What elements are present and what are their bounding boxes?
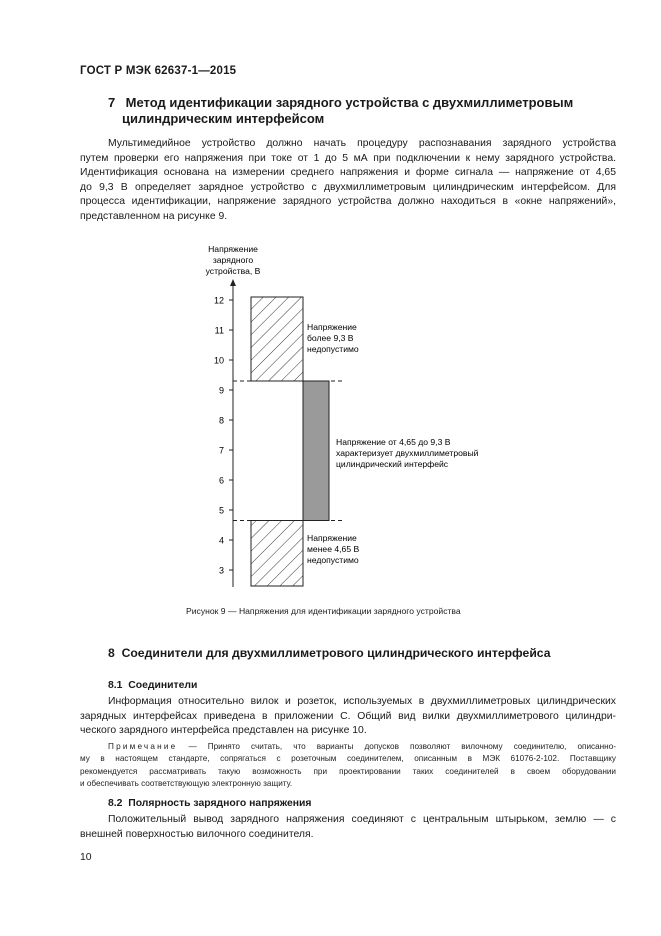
note-block xyxy=(80,741,616,791)
y-tick-label: 12 xyxy=(213,295,224,306)
document-header: ГОСТ Р МЭК 62637-1—2015 xyxy=(80,65,237,77)
note-text: — Принято считать, что варианты допусков позволяют вилочному соединителю, описанно- xyxy=(188,742,616,751)
label-low-line: Напряжение xyxy=(307,533,357,543)
paragraph-line: ческого зарядного интерфейса представлен на рисунке 10. xyxy=(80,725,367,736)
subsection-8-2-number: 8.2 xyxy=(108,798,123,809)
y-tick-label: 10 xyxy=(213,355,224,366)
subsection-8-2-title: Полярность зарядного напряжения xyxy=(128,798,312,809)
paragraph-line: Мультимедийное устройство должно начать процедуру распознавания зарядного устройства xyxy=(108,138,616,149)
note-line: рекомендуется рассматривать такую возможность при проектировании таких соединителей в своем оборудовании xyxy=(80,766,616,776)
label-low-line: недопустимо xyxy=(307,555,359,565)
paragraph-line: зарядных интерфейсах приведена в приложении С. Общий вид вилки двухмиллиметрового цилиндри- xyxy=(80,710,616,722)
paragraph-line: Идентификация основана на измерении среднего напряжения и форме сигнала — напряжение от 4,65 xyxy=(80,167,616,178)
y-tick-label: 8 xyxy=(218,415,224,426)
note-line xyxy=(80,741,616,753)
subsection-8-2-paragraph xyxy=(80,813,616,842)
region-below-4-65v xyxy=(251,521,303,587)
section-7-title-line1: Метод идентификации зарядного устройства с двухмиллиметровым xyxy=(125,95,574,110)
subsection-8-1-title: Соединители xyxy=(128,680,198,691)
y-tick-label: 4 xyxy=(218,535,224,546)
figure-9-caption: Рисунок 9 — Напряжения для идентификации зарядного устройства xyxy=(186,606,461,616)
region-above-9-3v xyxy=(251,297,303,381)
y-axis-ticks xyxy=(214,296,233,576)
label-mid-line: цилиндрический интерфейс xyxy=(336,459,449,469)
y-axis-label-line: Напряжение xyxy=(208,244,258,254)
page-number: 10 xyxy=(80,852,92,863)
note-line: и обеспечивать соответствующую электронную защиту. xyxy=(80,779,293,789)
y-tick-label: 11 xyxy=(214,325,224,336)
y-tick-label: 5 xyxy=(218,505,224,516)
label-high-line: недопустимо xyxy=(307,344,359,354)
label-mid-line: Напряжение от 4,65 до 9,3 В xyxy=(336,437,451,447)
y-axis-label-line: зарядного xyxy=(212,255,254,265)
note-word: Примечание xyxy=(108,742,178,751)
section-7-title-line2: цилиндрическим интерфейсом xyxy=(122,111,325,126)
section-8-title: Соединители для двухмиллиметрового цилиндрического интерфейса xyxy=(121,646,551,660)
y-tick-label: 7 xyxy=(218,445,224,456)
subsection-8-1-number: 8.1 xyxy=(108,680,123,691)
note-line: му в настоящем стандарте, сопрягаться с розеточным соединителем, описанным в МЭК 61076-2-102. Поставщику xyxy=(80,754,616,764)
label-low-line: менее 4,65 В xyxy=(307,544,360,554)
label-high-line: более 9,3 В xyxy=(307,333,354,343)
section-8-number: 8 xyxy=(108,646,115,660)
y-tick-label: 9 xyxy=(218,385,224,396)
label-high-line: Напряжение xyxy=(307,322,357,332)
label-mid-line: характеризует двухмиллиметровый xyxy=(336,448,479,458)
y-tick-label: 3 xyxy=(218,565,224,576)
y-axis-arrow-icon xyxy=(230,279,236,286)
paragraph-line: процесса идентификации, напряжение зарядного устройства должно находиться в «окне напряжений», xyxy=(80,196,616,207)
paragraph-line: внешней поверхностью вилочного соединителя. xyxy=(80,828,314,840)
section-8-heading xyxy=(108,646,551,660)
section-7-number: 7 xyxy=(108,95,116,110)
subsection-8-2-heading xyxy=(108,798,312,809)
paragraph-line: до 9,3 В определяет зарядное устройство с двухмиллиметровым цилиндрическим интерфейсом. Для xyxy=(80,181,616,193)
y-tick-label: 6 xyxy=(218,475,224,486)
subsection-8-1-heading xyxy=(108,680,197,691)
paragraph-line: путем проверки его напряжения при токе от 1 до 5 мА при подключении к нему зарядного устройства. xyxy=(80,152,616,164)
paragraph-line: представленном на рисунке 9. xyxy=(80,210,228,222)
paragraph-line: Положительный вывод зарядного напряжения соединяют с центральным штырьком, землю — с xyxy=(108,814,616,825)
y-axis-label-line: устройства, В xyxy=(205,266,261,276)
paragraph-line: Информация относительно вилок и розеток, используемых в двухмиллиметровых цилиндрических xyxy=(108,696,616,707)
region-4-65-to-9-3v xyxy=(303,381,329,521)
subsection-8-1-paragraph xyxy=(80,695,616,739)
